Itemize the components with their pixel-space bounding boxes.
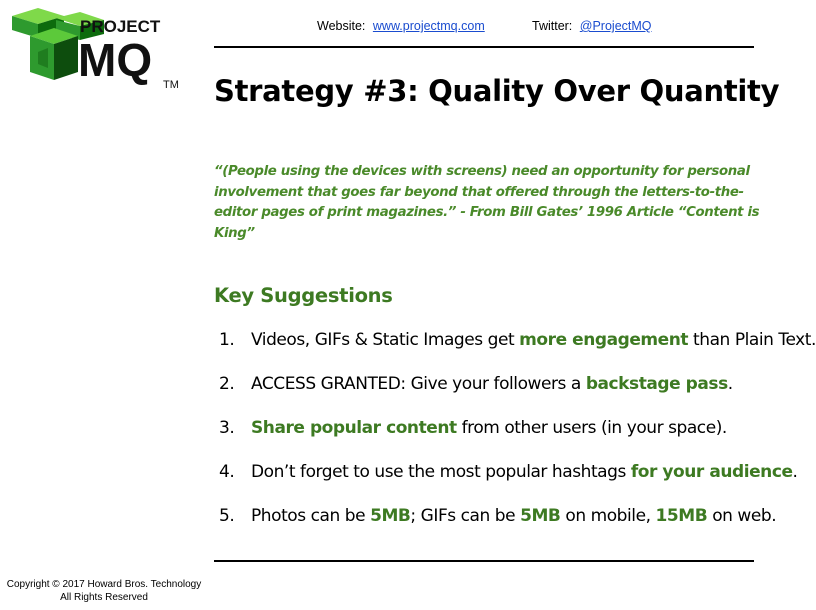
quote: “(People using the devices with screens) need an opportunity for personal involvement that goes far beyond that offered through the letters-to-the-editor pages of print magazines.” - From Bill Gates’ 1996 Article “Content is King” xyxy=(214,164,760,241)
text-segment: on mobile, xyxy=(560,506,656,526)
bottom-divider xyxy=(214,560,754,562)
list-item-number: 2. xyxy=(219,374,235,394)
text-segment: Photos can be xyxy=(251,506,371,526)
text-segment: . xyxy=(792,462,798,482)
header-links xyxy=(317,19,737,33)
top-divider xyxy=(214,46,754,48)
website-label: Website: xyxy=(317,19,366,33)
list-item-text xyxy=(251,502,776,530)
copyright-line1: Copyright © 2017 Howard Bros. Technology xyxy=(6,579,202,590)
text-segment: than Plain Text. xyxy=(688,330,816,350)
list-item-text xyxy=(251,326,816,354)
list-item-number: 3. xyxy=(219,418,235,438)
text-segment: Don’t forget to use the most popular hashtags xyxy=(251,462,631,482)
text-segment: Videos, GIFs & Static Images get xyxy=(251,330,520,350)
list-item-number: 1. xyxy=(219,330,235,350)
website-link[interactable]: www.projectmq.com xyxy=(372,19,485,33)
list-item-text xyxy=(251,414,727,442)
highlight-text: 15MB xyxy=(655,506,708,526)
highlight-text: 5MB xyxy=(520,506,561,526)
text-segment: ; GIFs can be xyxy=(410,506,521,526)
list-item-text xyxy=(251,458,798,486)
text-segment: . xyxy=(727,374,733,394)
twitter-link[interactable]: @ProjectMQ xyxy=(579,19,652,33)
twitter-label: Twitter: xyxy=(532,19,573,33)
list-item-text xyxy=(251,370,733,398)
highlight-text: more engagement xyxy=(519,330,689,350)
logo-tm: TM xyxy=(163,79,179,91)
list-item-number: 4. xyxy=(219,462,235,482)
list-item-number: 5. xyxy=(219,506,235,526)
projectmq-logo xyxy=(8,8,188,90)
logo-line1: PROJECT xyxy=(80,17,161,36)
text-segment: on web. xyxy=(707,506,777,526)
copyright-line2: All Rights Reserved xyxy=(60,592,148,603)
logo-line2: MQ xyxy=(78,34,153,86)
text-segment: ACCESS GRANTED: Give your followers a xyxy=(251,374,586,394)
highlight-text: for your audience xyxy=(630,462,793,482)
copyright xyxy=(4,578,204,604)
highlight-text: backstage pass xyxy=(585,374,728,394)
page-title: Strategy #3: Quality Over Quantity xyxy=(214,74,780,108)
subheading: Key Suggestions xyxy=(214,284,393,307)
highlight-text: 5MB xyxy=(370,506,411,526)
highlight-text: Share popular content xyxy=(251,418,457,438)
text-segment: from other users (in your space). xyxy=(456,418,727,438)
